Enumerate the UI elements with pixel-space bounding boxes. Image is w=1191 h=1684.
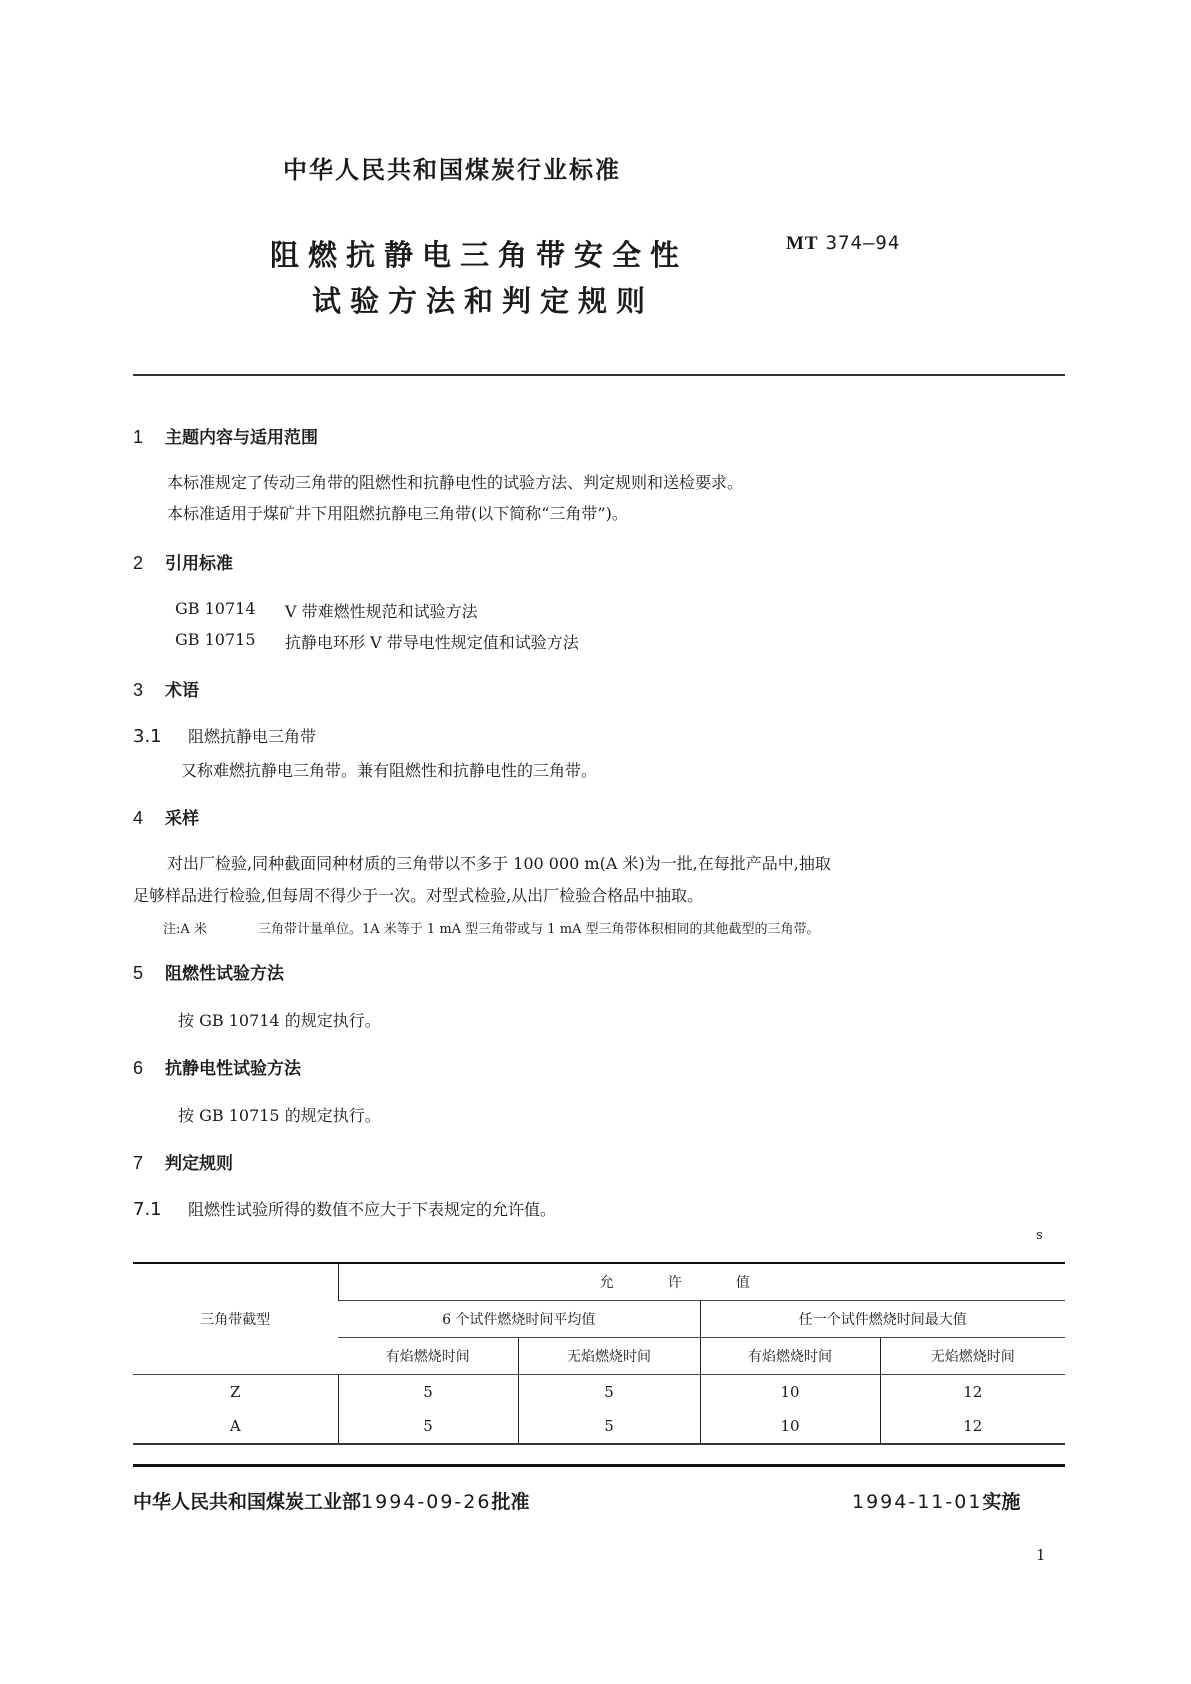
section-2-heading: 2 引用标准 [133,553,233,574]
value-cell: 10 [700,1375,880,1410]
table-unit-label: s [1036,1228,1043,1243]
section-1-heading: 1 主题内容与适用范围 [133,427,318,448]
header-divider [133,374,1065,376]
document-title-line2: 试验方法和判定规则 [312,284,655,318]
column-header: 无焰燃烧时间 [518,1338,700,1375]
section-4-heading: 4 采样 [133,808,199,829]
section-4-paragraph-2: 足够样品进行检验,但每周不得少于一次。对型式检验,从出厂检验合格品中抽取。 [133,886,704,905]
approval-statement: 中华人民共和国煤炭工业部1994-09-26批准 [133,1491,530,1513]
section-6-paragraph: 按 GB 10715 的规定执行。 [178,1106,381,1125]
column-header: 有焰燃烧时间 [700,1338,880,1375]
reference-code-2: GB 10715 [175,630,256,649]
approval-date: 1994-09-26 [361,1491,492,1513]
value-cell: 5 [338,1375,518,1410]
value-cell: 12 [880,1409,1065,1444]
value-cell: 5 [518,1409,700,1444]
belt-type-cell: A [133,1409,338,1444]
effective-statement: 1994-11-01实施 [852,1491,1021,1513]
reference-code-1: GB 10714 [175,599,256,618]
section-1-paragraph-2: 本标准适用于煤矿井下用阻燃抗静电三角带(以下简称“三角带”)。 [167,504,628,523]
section-5-paragraph: 按 GB 10714 的规定执行。 [178,1011,381,1030]
page-number: 1 [1036,1546,1046,1564]
column-header: 有焰燃烧时间 [338,1338,518,1375]
section-1-paragraph-1: 本标准规定了传动三角带的阻燃性和抗静电性的试验方法、判定规则和送检要求。 [167,473,744,492]
flame-time-allowable-table [133,1262,1065,1445]
document-title-line1: 阻燃抗静电三角带安全性 [270,238,689,272]
table-row [133,1375,1065,1410]
subsection-7-1: 7.1 阻燃性试验所得的数值不应大于下表规定的允许值。 [133,1199,557,1220]
section-4-paragraph-1: 对出厂检验,同种截面同种材质的三角带以不多于 100 000 m(A 米)为一批,在每批产品中,抽取 [167,854,831,873]
reference-title-1: V 带难燃性规范和试验方法 [285,602,478,621]
row-header-belt-type: 三角带截型 [133,1263,338,1375]
subsection-3-1: 3.1 阻燃抗静电三角带 [133,726,317,747]
column-header: 无焰燃烧时间 [880,1338,1065,1375]
standard-code-prefix: MT [786,233,819,254]
footer-divider [133,1464,1065,1467]
table-header-row-1 [133,1263,1065,1301]
group-header-allowable: 允许值 [338,1263,1065,1301]
value-cell: 5 [518,1375,700,1410]
section-3-heading: 3 术语 [133,680,199,701]
effective-date: 1994-11-01 [852,1491,983,1513]
section-7-heading: 7 判定规则 [133,1153,233,1174]
table-row [133,1409,1065,1444]
standard-code-number: 374—94 [825,232,901,254]
belt-type-cell: Z [133,1375,338,1410]
value-cell: 10 [700,1409,880,1444]
standard-code [786,232,900,255]
value-cell: 5 [338,1409,518,1444]
section-4-note: 注:A 米 三角带计量单位。1A 米等于 1 mA 型三角带或与 1 mA 型三角带体积相同的其他截型的三角带。 [163,922,820,937]
section-5-heading: 5 阻燃性试验方法 [133,963,284,984]
term-definition: 又称难燃抗静电三角带。兼有阻燃性和抗静电性的三角带。 [181,761,598,780]
section-6-heading: 6 抗静电性试验方法 [133,1058,301,1079]
reference-title-2: 抗静电环形 V 带导电性规定值和试验方法 [285,633,579,652]
issuing-standard-category: 中华人民共和国煤炭行业标准 [283,156,621,184]
subgroup-maximum: 任一个试件燃烧时间最大值 [700,1301,1065,1338]
value-cell: 12 [880,1375,1065,1410]
subgroup-average: 6 个试件燃烧时间平均值 [338,1301,700,1338]
